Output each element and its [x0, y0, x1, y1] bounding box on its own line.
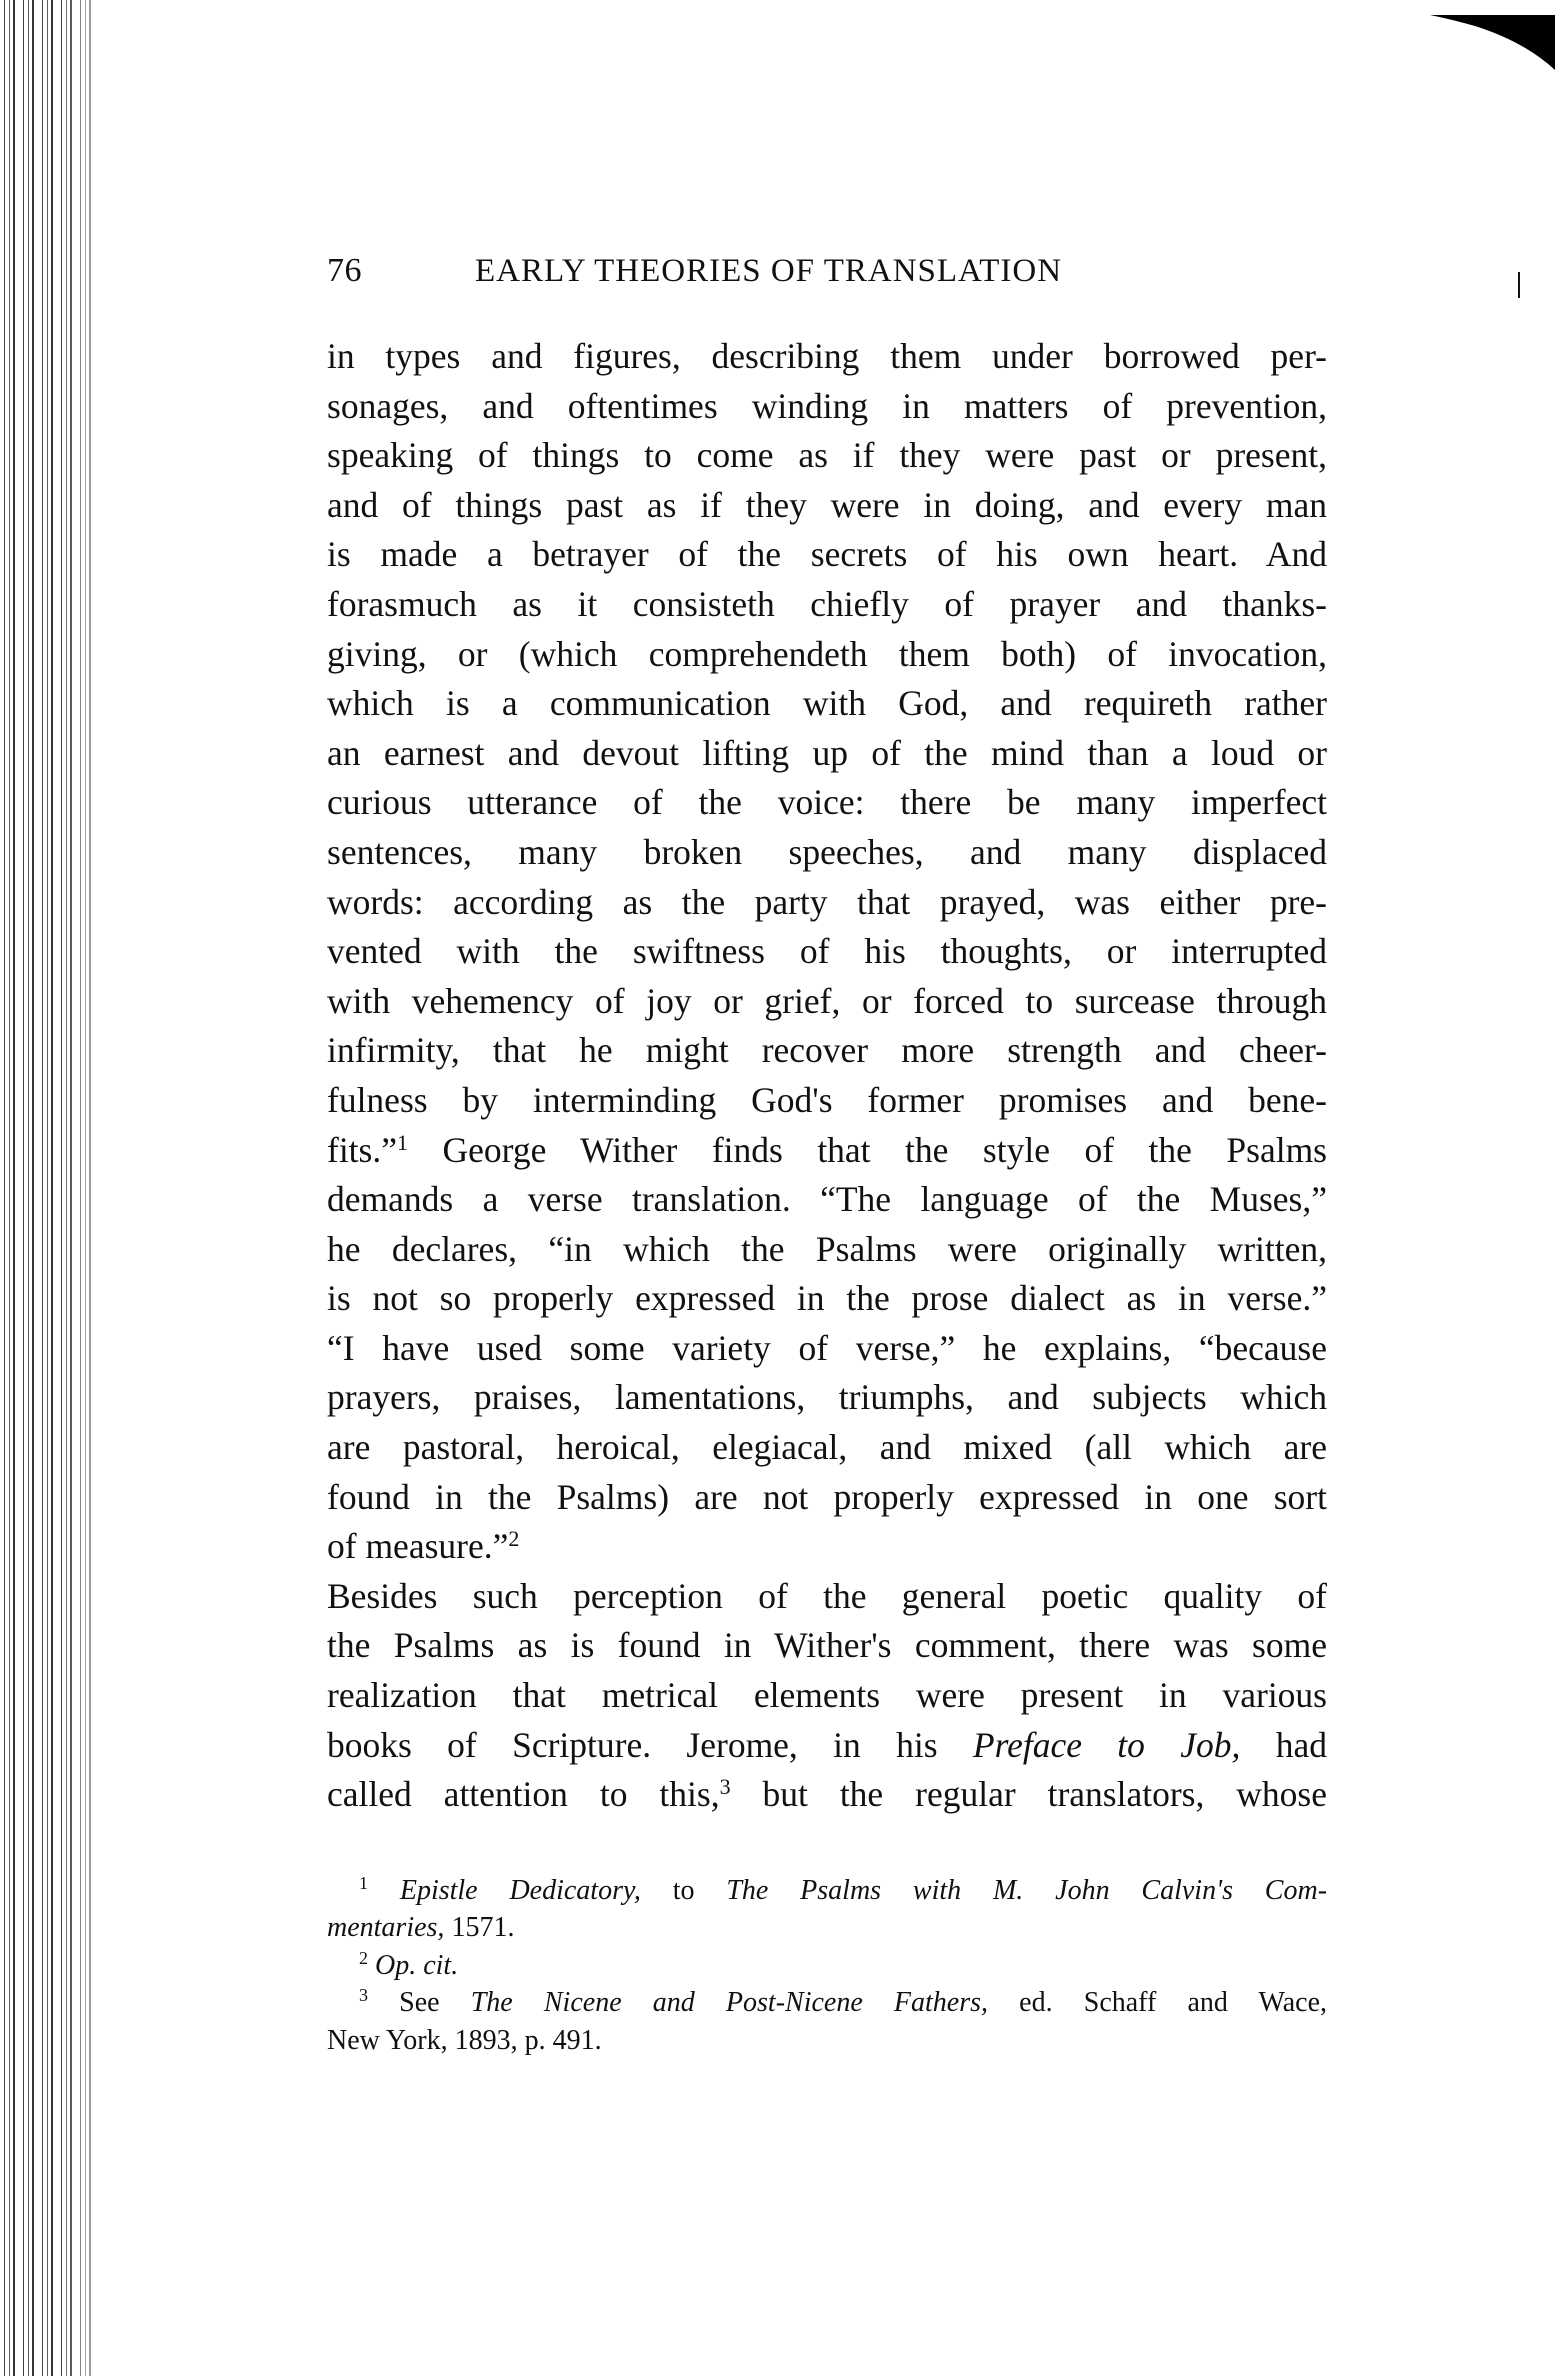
footnote-marker: 1 [359, 1872, 368, 1893]
text-line: he declares, “in which the Psalms were originally written, [327, 1228, 1327, 1269]
text-line: forasmuch as it consisteth chiefly of prayer and thanks- [327, 583, 1327, 624]
running-head [327, 252, 1327, 302]
text-line: is not so properly expressed in the prose dialect as in verse.” [327, 1278, 1327, 1319]
text-fragment: books of Scripture. Jerome, in his [327, 1724, 973, 1765]
text-line: in types and figures, describing them under borrowed per- [327, 336, 1327, 376]
paragraph [327, 1572, 1327, 1820]
running-title: EARLY THEORIES OF TRANSLATION [475, 253, 1063, 289]
paragraph [327, 332, 1327, 1572]
book-page [327, 252, 1327, 2059]
text-fragment: called attention to this, [327, 1774, 720, 1815]
text-line: is made a betrayer of the secrets of his own heart. And [327, 534, 1327, 575]
text-line: words: according as the party that prayed, was either pre- [327, 881, 1327, 922]
text-fragment: of measure.” [327, 1526, 509, 1567]
scan-binding-fade [60, 0, 95, 2376]
text-line: are pastoral, heroical, elegiacal, and mixed (all which are [327, 1427, 1327, 1468]
footnote-marker: 3 [359, 1985, 368, 2006]
text-fragment: ed. Schaff and Wace, [988, 1987, 1327, 2019]
text-fragment: See [368, 1987, 471, 2019]
page-number: 76 [327, 252, 362, 289]
text-fragment: 1571. [444, 1912, 515, 1944]
work-title: The Psalms with M. John Calvin's Com- [726, 1874, 1328, 1906]
citation: Op. cit. [375, 1949, 459, 1981]
text-line: Besides such perception of the general poetic quality of [327, 1575, 1327, 1616]
footnote-2 [327, 1947, 1327, 1985]
text-line: sentences, many broken speeches, and many displaced [327, 831, 1327, 872]
text-line: with vehemency of joy or grief, or forced to surcease through [327, 980, 1327, 1021]
text-line: the Psalms as is found in Wither's comment, there was some [327, 1625, 1327, 1666]
text-line: “I have used some variety of verse,” he explains, “because [327, 1327, 1327, 1368]
text-line: vented with the swiftness of his thoughts, or interrupted [327, 931, 1327, 972]
text-fragment: George Wither finds that the style of the Psalms [408, 1129, 1327, 1170]
text-line: sonages, and oftentimes winding in matters of prevention, [327, 385, 1327, 426]
text-line: demands a verse translation. “The language of the Muses,” [327, 1179, 1327, 1220]
footnote-1-continued [327, 1909, 1327, 1947]
text-fragment: but the regular translators, whose [730, 1774, 1327, 1815]
footnotes [327, 1872, 1327, 2060]
text-line: giving, or (which comprehendeth them both) of invocation, [327, 633, 1327, 674]
text-line [327, 1126, 1327, 1176]
footnote-ref-3[interactable]: 3 [719, 1774, 731, 1800]
text-line: curious utterance of the voice: there be many imperfect [327, 782, 1327, 823]
footnote-marker: 2 [359, 1947, 368, 1968]
text-line: an earnest and devout lifting up of the mind than a loud or [327, 732, 1327, 773]
footnote-3-continued: New York, 1893, p. 491. [327, 2024, 602, 2056]
text-line: realization that metrical elements were present in various [327, 1675, 1327, 1716]
text-line: infirmity, that he might recover more strength and cheer- [327, 1030, 1327, 1071]
margin-mark [1518, 272, 1520, 298]
page-corner-fold [1415, 12, 1555, 72]
work-title: Epistle Dedicatory, [399, 1874, 641, 1906]
body-text [327, 332, 1327, 1820]
work-title: Preface to Job, [972, 1724, 1241, 1765]
text-line: prayers, praises, lamentations, triumphs, and subjects which [327, 1377, 1327, 1418]
footnote-3 [327, 1984, 1327, 2022]
text-fragment: to [640, 1874, 727, 1906]
work-title: mentaries, [327, 1912, 445, 1944]
text-line [327, 1721, 1327, 1771]
footnote-1 [327, 1872, 1327, 1910]
footnote-ref-1[interactable]: 1 [397, 1129, 408, 1155]
text-line: found in the Psalms) are not properly expressed in one sort [327, 1476, 1327, 1517]
text-line: which is a communication with God, and requireth rather [327, 683, 1327, 724]
text-line: and of things past as if they were in doing, and every man [327, 484, 1327, 525]
text-line [327, 1522, 1327, 1572]
text-line: speaking of things to come as if they were past or present, [327, 435, 1327, 476]
footnote-ref-2[interactable]: 2 [508, 1526, 520, 1552]
text-line: fulness by interminding God's former promises and bene- [327, 1079, 1327, 1120]
text-fragment: fits.” [327, 1129, 397, 1170]
text-fragment: had [1240, 1724, 1327, 1765]
work-title: The Nicene and Post-Nicene Fathers, [470, 1987, 989, 2019]
text-line [327, 1770, 1327, 1820]
